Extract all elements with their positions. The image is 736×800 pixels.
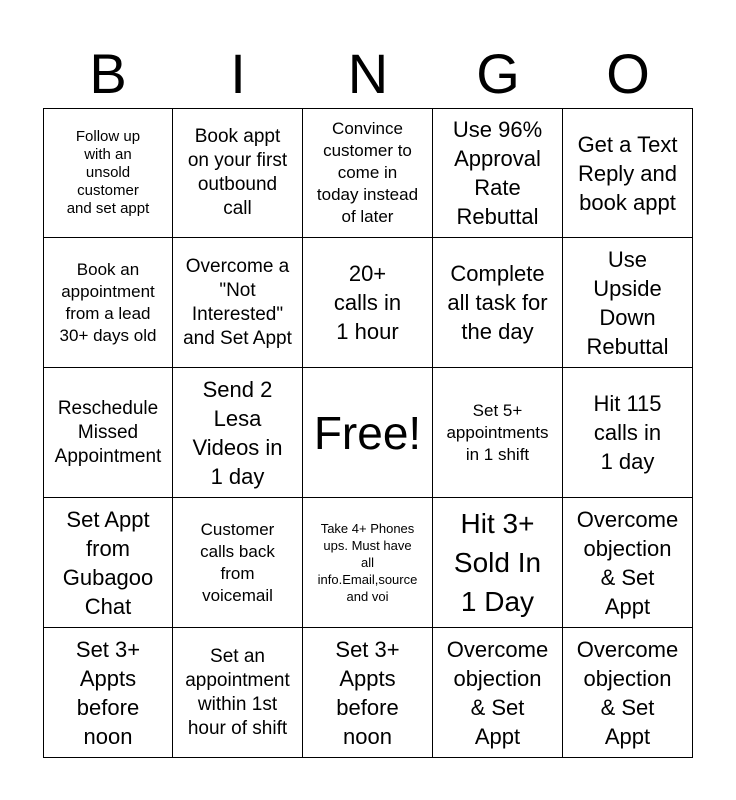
cell-text: Set an appointment within 1st hour of shift [185, 645, 290, 739]
cell-text: Set 3+ Appts before noon [335, 636, 400, 749]
bingo-cell[interactable] [563, 368, 693, 498]
cell-text: Get a Text Reply and book appt [577, 131, 678, 215]
cell-text: Customer calls back from voicemail [200, 519, 275, 605]
bingo-cell[interactable] [433, 238, 563, 368]
bingo-cell[interactable] [433, 628, 563, 758]
cell-text: Use Upside Down Rebuttal [586, 246, 669, 359]
cell-text: 20+ calls in 1 hour [333, 261, 402, 344]
bingo-cell[interactable] [173, 238, 303, 368]
cell-text: Send 2 Lesa Videos in 1 day [192, 376, 283, 489]
free-space-text: Free! [313, 406, 422, 459]
bingo-cell[interactable] [563, 238, 693, 368]
bingo-cell[interactable] [303, 108, 433, 238]
cell-text: Use 96% Approval Rate Rebuttal [452, 117, 543, 229]
bingo-cell[interactable] [433, 498, 563, 628]
cell-text: Complete all task for the day [447, 261, 548, 344]
header-letter-o: O [606, 42, 650, 105]
bingo-cell[interactable] [43, 628, 173, 758]
cell-text: Book appt on your first outbound call [187, 126, 288, 219]
bingo-cell[interactable] [43, 238, 173, 368]
bingo-cell[interactable] [173, 108, 303, 238]
bingo-header [43, 40, 693, 108]
cell-text: Overcome objection & Set Appt [446, 636, 549, 749]
bingo-cell[interactable] [563, 498, 693, 628]
cell-text: Convince customer to come in today instead of later [316, 119, 419, 226]
bingo-cell[interactable] [173, 628, 303, 758]
bingo-cell[interactable] [43, 368, 173, 498]
bingo-cell[interactable] [563, 108, 693, 238]
cell-text: Overcome objection & Set Appt [576, 506, 679, 619]
cell-text: Hit 3+ Sold In 1 Day [453, 508, 542, 617]
cell-text: Reschedule Missed Appointment [54, 397, 162, 467]
cell-text: Hit 115 calls in 1 day [593, 391, 662, 474]
bingo-cell[interactable] [303, 628, 433, 758]
header-letter-i: I [230, 42, 246, 105]
bingo-cell[interactable] [43, 498, 173, 628]
cell-text: Book an appointment from a lead 30+ days old [59, 259, 157, 345]
bingo-cell[interactable] [433, 108, 563, 238]
bingo-cell[interactable] [303, 238, 433, 368]
bingo-cell[interactable] [303, 498, 433, 628]
bingo-cell[interactable] [43, 108, 173, 238]
free-space-cell[interactable] [303, 368, 433, 498]
cell-text: Overcome a "Not Interested" and Set Appt [183, 255, 292, 349]
header-letter-n: N [347, 42, 389, 105]
header-letter-g: G [476, 42, 520, 105]
bingo-cell[interactable] [173, 368, 303, 498]
cell-text: Take 4+ Phones ups. Must have all info.Email,source and voi [317, 521, 418, 604]
cell-text: Overcome objection & Set Appt [576, 636, 679, 749]
cell-text: Set Appt from Gubagoo Chat [62, 506, 154, 619]
cell-text: Set 3+ Appts before noon [75, 636, 141, 749]
header-letter-b: B [89, 42, 127, 105]
bingo-board [43, 108, 693, 758]
bingo-cell[interactable] [563, 628, 693, 758]
bingo-cell[interactable] [433, 368, 563, 498]
bingo-cell[interactable] [173, 498, 303, 628]
cell-text: Set 5+ appointments in 1 shift [446, 400, 549, 464]
cell-text: Follow up with an unsold customer and set appt [66, 128, 150, 217]
